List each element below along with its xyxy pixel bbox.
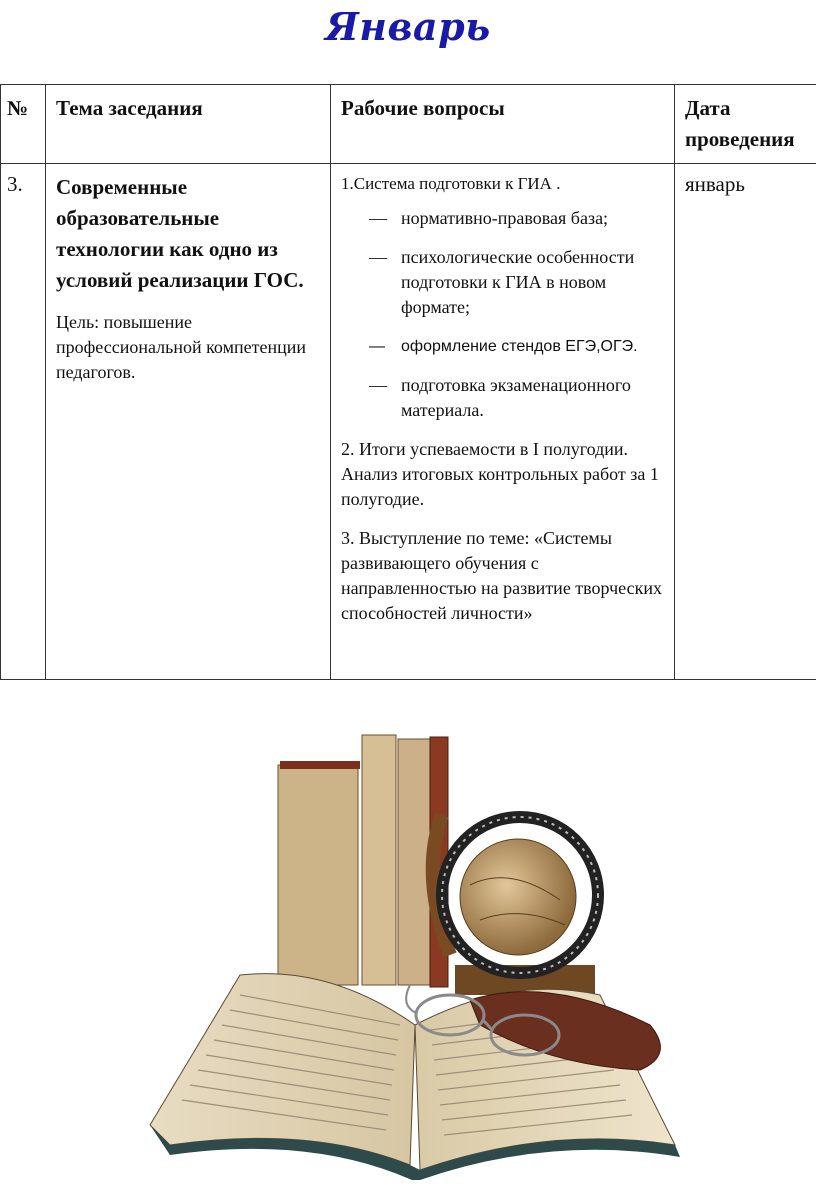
table-row [1,164,816,680]
date-cell: январь [675,164,816,680]
topic-cell [46,164,331,680]
row-number: 3. [1,164,46,680]
table-header-row [1,85,816,164]
question-1-subitems [341,206,666,423]
meeting-plan-table [0,84,816,680]
question-1: 1.Система подготовки к ГИА . [341,174,561,193]
question-3: 3. Выступление по теме: «Системы развивающего обучения с направленностью на развитие творческих способностей личности» [341,528,662,623]
list-item: — психологические особенности подготовки к ГИА в новом формате; [369,247,635,317]
header-number: № [1,85,46,164]
header-date: Дата проведения [675,85,816,164]
month-title: Январь [325,4,491,49]
books-globe-glasses-illustration [130,725,690,1195]
list-item: — нормативно-правовая база; [369,208,609,228]
list-item: — оформление стендов ЕГЭ,ОГЭ. [369,338,638,355]
header-topic: Тема заседания [46,85,331,164]
header-questions: Рабочие вопросы [331,85,675,164]
questions-cell [331,164,675,680]
question-2: 2. Итоги успеваемости в I полугодии. Анализ итоговых контрольных работ за 1 полугодие. [341,439,659,509]
topic-text: Современные образовательные технологии как одно из условий реализации ГОС. [56,175,304,292]
list-item: — подготовка экзаменационного материала. [369,375,631,420]
goal-text: Цель: повышение профессиональной компетенции педагогов. [56,312,306,382]
